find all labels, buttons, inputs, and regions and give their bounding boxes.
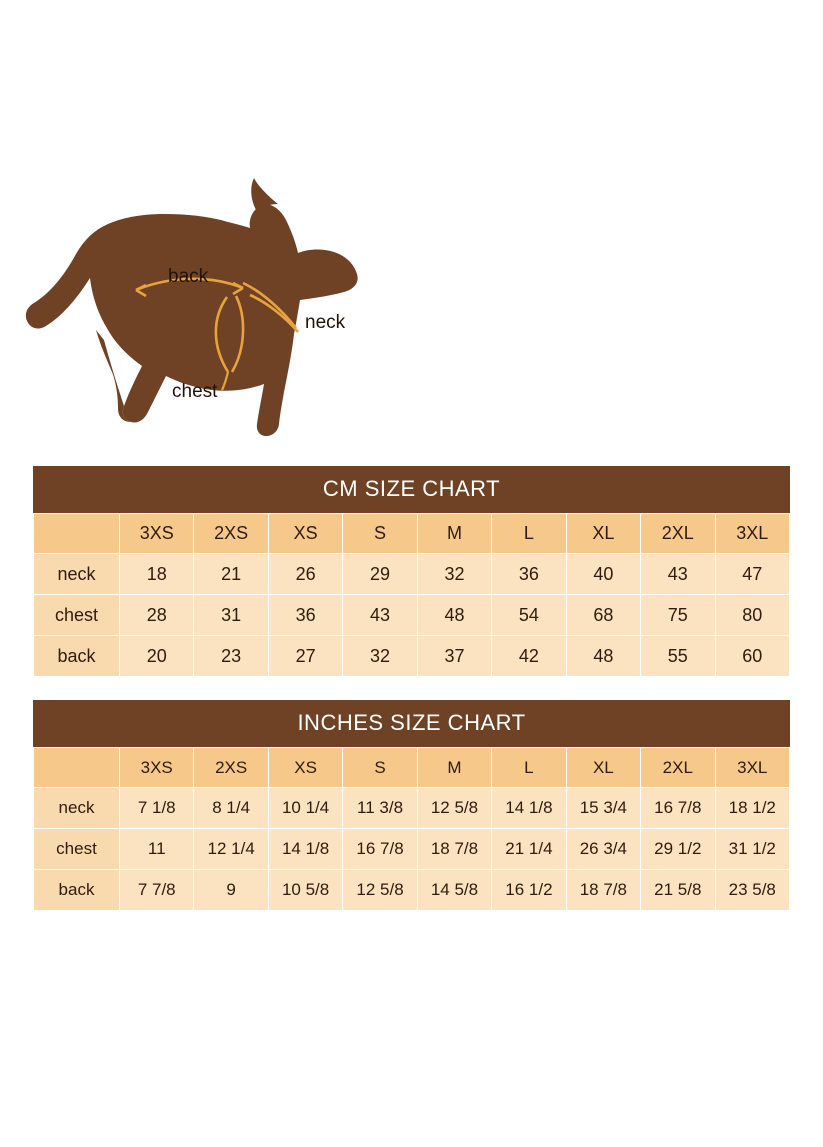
cell: 10 1/4 xyxy=(268,788,342,829)
cell: 29 1/2 xyxy=(641,829,715,870)
row-label-chest: chest xyxy=(34,829,120,870)
col-header: XS xyxy=(268,514,342,554)
col-header: 2XL xyxy=(641,514,715,554)
cell: 12 5/8 xyxy=(343,870,417,911)
table-row xyxy=(34,636,790,677)
cell: 31 xyxy=(194,595,268,636)
col-header: 3XL xyxy=(715,748,790,788)
col-header: 2XL xyxy=(641,748,715,788)
cell: 11 xyxy=(120,829,194,870)
col-header: XL xyxy=(566,514,640,554)
cell: 18 1/2 xyxy=(715,788,790,829)
cell: 28 xyxy=(120,595,194,636)
col-header: L xyxy=(492,514,566,554)
col-header: XL xyxy=(566,748,640,788)
col-header: M xyxy=(417,748,491,788)
table-row xyxy=(34,870,790,911)
table-row xyxy=(34,595,790,636)
cell: 40 xyxy=(566,554,640,595)
cell: 9 xyxy=(194,870,268,911)
cell: 18 7/8 xyxy=(417,829,491,870)
table-header-row xyxy=(34,514,790,554)
cell: 14 5/8 xyxy=(417,870,491,911)
col-header: S xyxy=(343,514,417,554)
dog-ear xyxy=(251,178,278,210)
cell: 75 xyxy=(641,595,715,636)
cell: 18 xyxy=(120,554,194,595)
cell: 47 xyxy=(715,554,790,595)
cell: 10 5/8 xyxy=(268,870,342,911)
inches-size-chart-table xyxy=(33,747,790,911)
cell: 14 1/8 xyxy=(268,829,342,870)
cell: 55 xyxy=(641,636,715,677)
cm-size-chart xyxy=(33,466,790,677)
cell: 31 1/2 xyxy=(715,829,790,870)
cell: 43 xyxy=(641,554,715,595)
row-label-chest: chest xyxy=(34,595,120,636)
cell: 16 7/8 xyxy=(641,788,715,829)
corner-cell xyxy=(34,514,120,554)
cell: 12 1/4 xyxy=(194,829,268,870)
table-row xyxy=(34,554,790,595)
cell: 37 xyxy=(417,636,491,677)
cell: 20 xyxy=(120,636,194,677)
col-header: S xyxy=(343,748,417,788)
cell: 14 1/8 xyxy=(492,788,566,829)
col-header: M xyxy=(417,514,491,554)
cell: 26 3/4 xyxy=(566,829,640,870)
cell: 80 xyxy=(715,595,790,636)
cell: 21 1/4 xyxy=(492,829,566,870)
col-header: 2XS xyxy=(194,748,268,788)
col-header: XS xyxy=(268,748,342,788)
table-header-row xyxy=(34,748,790,788)
cell: 12 5/8 xyxy=(417,788,491,829)
row-label-back: back xyxy=(34,636,120,677)
cell: 36 xyxy=(268,595,342,636)
col-header: 3XL xyxy=(715,514,790,554)
cell: 48 xyxy=(566,636,640,677)
col-header: 3XS xyxy=(120,748,194,788)
inches-size-chart-title: INCHES SIZE CHART xyxy=(33,700,790,747)
corner-cell xyxy=(34,748,120,788)
cell: 36 xyxy=(492,554,566,595)
cell: 21 5/8 xyxy=(641,870,715,911)
cell: 8 1/4 xyxy=(194,788,268,829)
cell: 68 xyxy=(566,595,640,636)
row-label-back: back xyxy=(34,870,120,911)
cell: 29 xyxy=(343,554,417,595)
cell: 11 3/8 xyxy=(343,788,417,829)
cell: 18 7/8 xyxy=(566,870,640,911)
cell: 42 xyxy=(492,636,566,677)
cell: 16 1/2 xyxy=(492,870,566,911)
table-row xyxy=(34,829,790,870)
cell: 60 xyxy=(715,636,790,677)
cm-size-chart-title: CM SIZE CHART xyxy=(33,466,790,513)
inches-size-chart xyxy=(33,700,790,911)
cell: 43 xyxy=(343,595,417,636)
cell: 21 xyxy=(194,554,268,595)
cell: 48 xyxy=(417,595,491,636)
cell: 7 7/8 xyxy=(120,870,194,911)
diagram-label-chest: chest xyxy=(172,381,218,402)
col-header: 2XS xyxy=(194,514,268,554)
cell: 32 xyxy=(417,554,491,595)
col-header: 3XS xyxy=(120,514,194,554)
cell: 32 xyxy=(343,636,417,677)
cell: 7 1/8 xyxy=(120,788,194,829)
diagram-label-neck: neck xyxy=(305,312,346,333)
dog-measurement-diagram xyxy=(0,0,823,402)
cell: 23 xyxy=(194,636,268,677)
diagram-label-back: back xyxy=(168,266,209,287)
row-label-neck: neck xyxy=(34,554,120,595)
dog-illustration xyxy=(0,0,823,460)
cell: 15 3/4 xyxy=(566,788,640,829)
cell: 23 5/8 xyxy=(715,870,790,911)
row-label-neck: neck xyxy=(34,788,120,829)
cm-size-chart-table xyxy=(33,513,790,677)
cell: 27 xyxy=(268,636,342,677)
table-row xyxy=(34,788,790,829)
col-header: L xyxy=(492,748,566,788)
cell: 26 xyxy=(268,554,342,595)
cell: 54 xyxy=(492,595,566,636)
cell: 16 7/8 xyxy=(343,829,417,870)
